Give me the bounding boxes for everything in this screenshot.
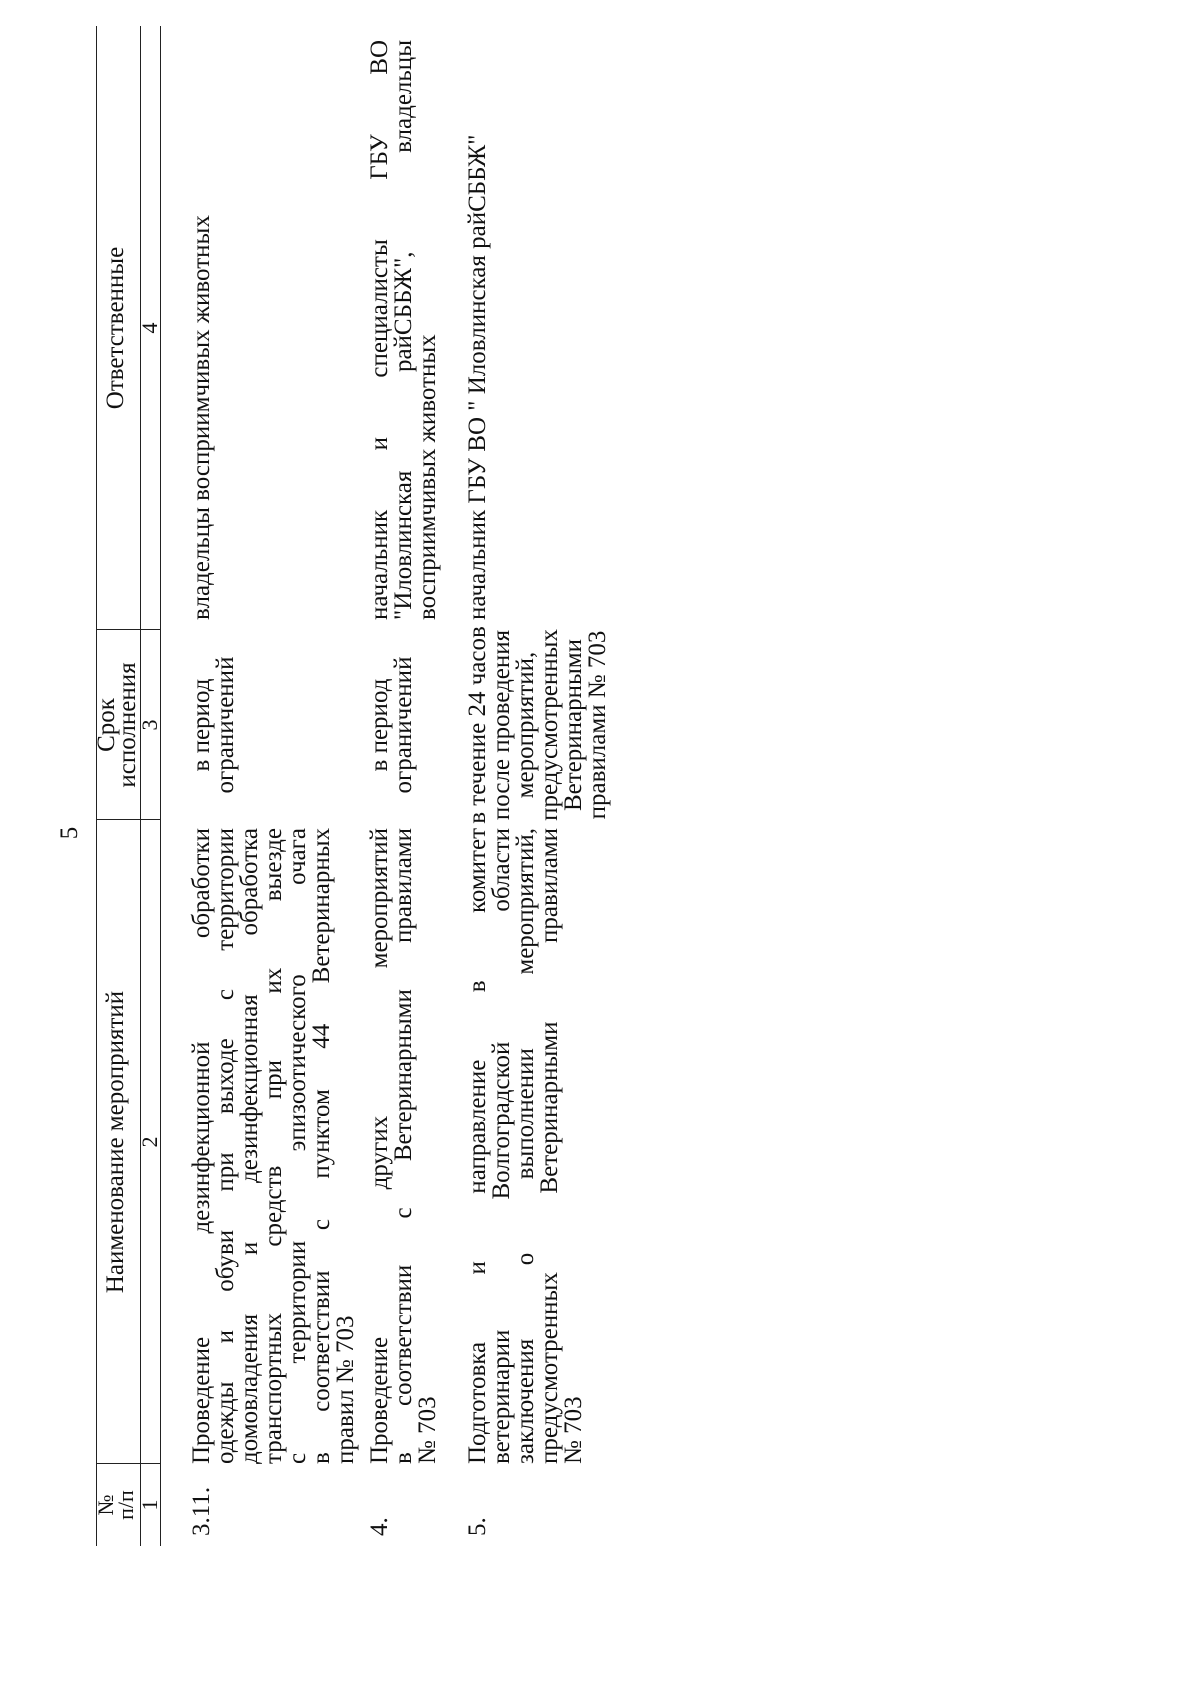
row-number: 3.11.	[188, 1486, 215, 1536]
header-number-column: № п/п	[93, 1490, 138, 1520]
header-responsible-column: Ответственные	[102, 246, 129, 410]
row-term: в период ограничений	[366, 656, 417, 794]
row-responsible: владельцы восприимчивых животных	[188, 215, 215, 620]
row-name: Проведение других мероприятий в соответствии с Ветеринарными правилами № 703	[366, 828, 441, 1464]
row-name: Проведение дезинфекционной обработки одежды и обуви при выходе с территории домовладения и дезинфекционная обработка транспортных средств при их выезде с территории эпизоотического очага в соответствии с пунктом 44 Ветеринарных правил № 703	[188, 828, 359, 1464]
row-responsible: начальник ГБУ ВО " Иловлинская райСББЖ"	[464, 134, 491, 620]
header-name-column: Наименование мероприятий	[102, 990, 129, 1294]
page-number: 5	[56, 826, 83, 840]
row-term: в период ограничений	[188, 656, 239, 794]
header-num-2: 2	[137, 1136, 162, 1148]
row-term: в течение 24 часов после проведения мероприятий, предусмотренных Ветеринарными правилами № 703	[464, 626, 611, 824]
header-num-3: 3	[137, 719, 162, 731]
row-responsible: начальник и специалисты ГБУ ВО "Иловлинская райСББЖ", владельцы восприимчивых животных	[366, 40, 441, 620]
header-term-column: Срок исполнения	[93, 662, 141, 788]
header-num-1: 1	[137, 1499, 162, 1511]
row-name: Подготовка и направление в комитет ветеринарии Волгоградской области заключения о выполнении мероприятий, предусмотренных Ветеринарными правилами № 703	[464, 828, 587, 1464]
header-num-4: 4	[137, 322, 162, 334]
row-number: 4.	[366, 1517, 393, 1536]
row-number: 5.	[464, 1517, 491, 1536]
